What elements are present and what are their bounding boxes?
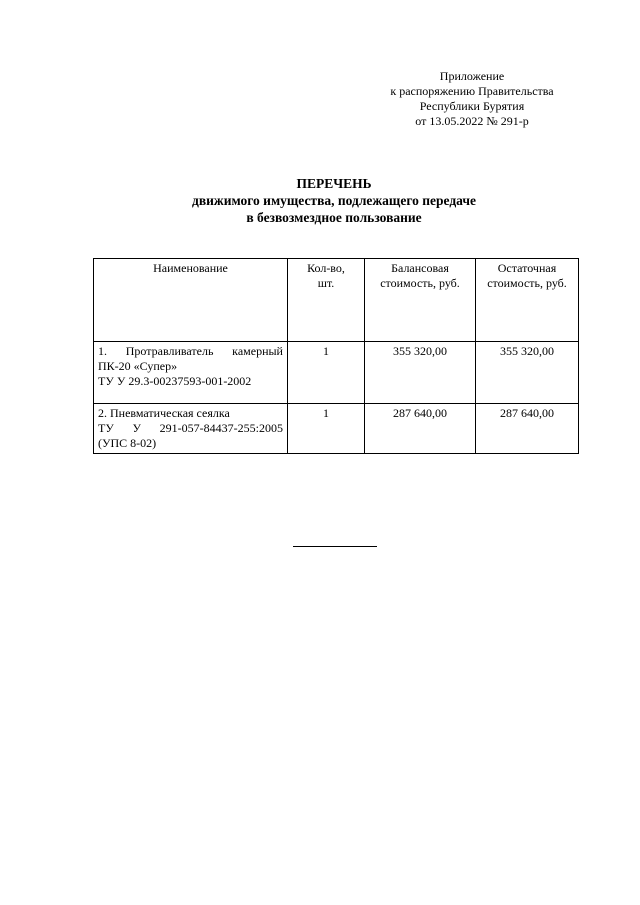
appendix-line-1: Приложение [439, 69, 505, 83]
row-2-name-line-2 [98, 421, 283, 436]
row-1-name [94, 342, 288, 404]
row-1-name-word: Протравливатель [125, 344, 214, 358]
row-2-quantity: 1 [288, 404, 365, 454]
appendix-line-4: от 13.05.2022 № 291-р [415, 114, 529, 128]
header-balance-line-1: Балансовая [391, 261, 449, 275]
header-name-label: Наименование [153, 261, 228, 275]
row-1-name-line-3: ТУ У 29.3-00237593-001-2002 [98, 374, 252, 388]
row-2-name-line-3: (УПС 8-02) [98, 436, 157, 450]
table-row [94, 404, 579, 454]
row-2-name-word: ТУ [98, 421, 114, 435]
document-title [0, 175, 640, 226]
header-residual-line-2: стоимость, руб. [487, 276, 567, 290]
row-1-residual-cost: 355 320,00 [476, 342, 579, 404]
header-residual-line-1: Остаточная [497, 261, 557, 275]
table-header-row [94, 259, 579, 342]
property-table [93, 258, 579, 454]
table-row [94, 342, 579, 404]
header-residual-cost [476, 259, 579, 342]
row-2-residual-cost: 287 640,00 [476, 404, 579, 454]
header-balance-line-2: стоимость, руб. [380, 276, 460, 290]
header-name [94, 259, 288, 342]
row-2-name [94, 404, 288, 454]
row-2-name-word: 291-057-84437-255:2005 [159, 421, 283, 435]
row-2-name-word: У [132, 421, 141, 435]
header-balance-cost [365, 259, 476, 342]
header-quantity [288, 259, 365, 342]
header-quantity-line-2: шт. [317, 276, 335, 290]
title-line-3: в безвозмездное пользование [246, 210, 422, 225]
closing-separator-line [293, 546, 377, 547]
row-1-name-word: 1. [98, 344, 107, 358]
appendix-block [372, 69, 572, 129]
appendix-line-2: к распоряжению Правительства [390, 84, 554, 98]
title-line-2: движимого имущества, подлежащего передаче [192, 193, 476, 208]
row-1-quantity: 1 [288, 342, 365, 404]
title-heading: ПЕРЕЧЕНЬ [296, 176, 372, 191]
row-2-name-line-1: 2. Пневматическая сеялка [98, 406, 230, 420]
row-2-balance-cost: 287 640,00 [365, 404, 476, 454]
appendix-line-3: Республики Бурятия [419, 99, 525, 113]
row-1-balance-cost: 355 320,00 [365, 342, 476, 404]
header-quantity-line-1: Кол-во, [307, 261, 345, 275]
row-1-name-line-2: ПК-20 «Супер» [98, 359, 178, 373]
row-1-name-line-1 [98, 344, 283, 359]
row-1-name-word: камерный [232, 344, 283, 358]
